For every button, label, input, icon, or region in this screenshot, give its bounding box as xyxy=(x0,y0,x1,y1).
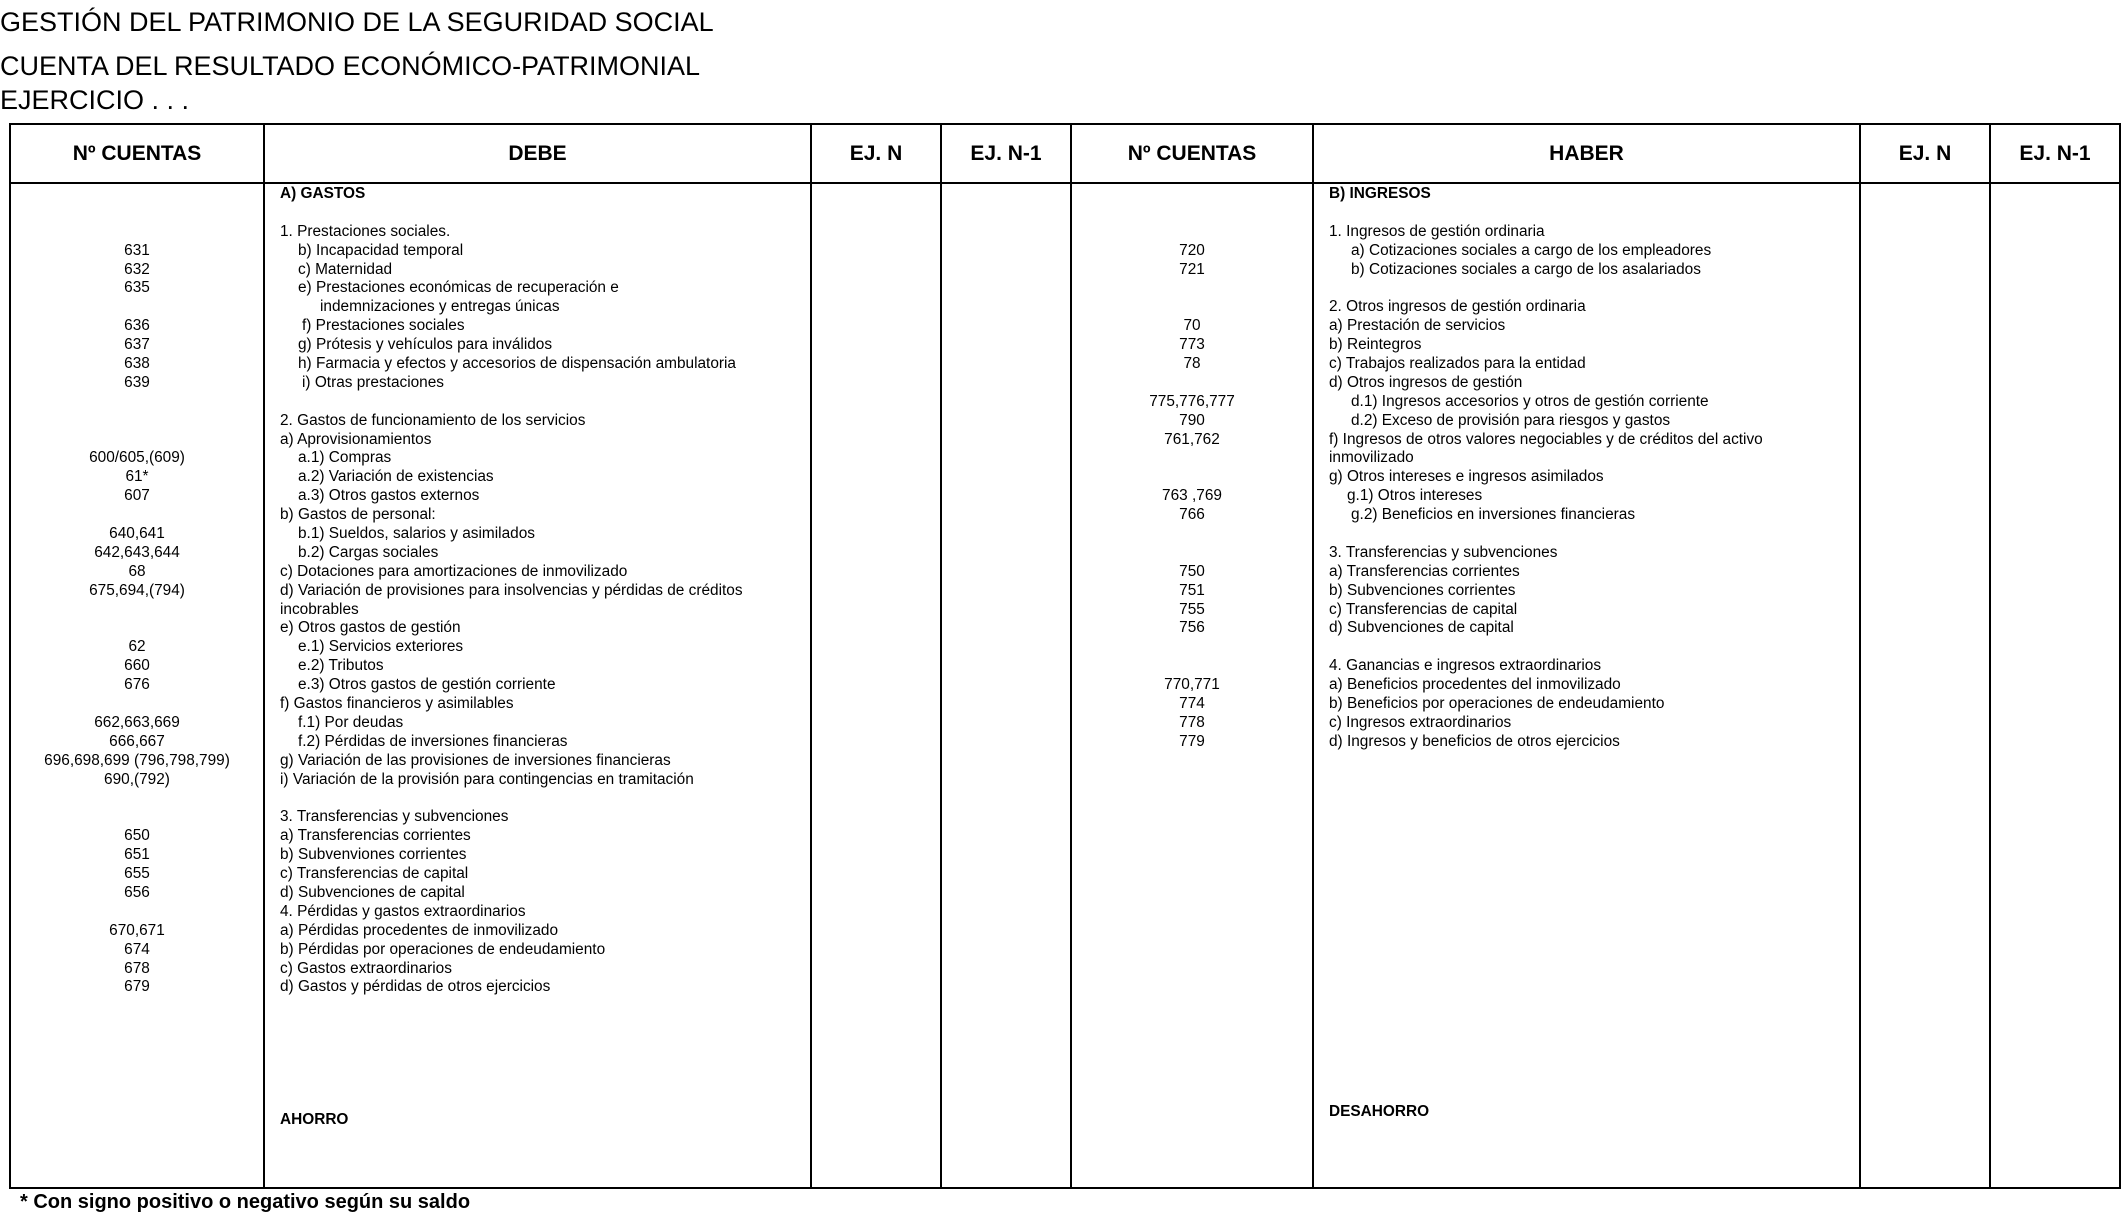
account-number: 650 xyxy=(124,827,150,845)
line-item xyxy=(280,1073,805,1092)
account-number: 690,(792) xyxy=(104,770,170,788)
account-number: 778 xyxy=(1179,713,1205,731)
line-item: b) Subvenciones corrientes xyxy=(1329,581,1516,599)
line-item: f) Ingresos de otros valores negociables y de créditos del activo xyxy=(1329,430,1763,448)
line-item: a) Pérdidas procedentes de inmovilizado xyxy=(280,921,559,939)
line-item: a.2) Variación de existencias xyxy=(298,468,494,486)
line-item: d.1) Ingresos accesorios y otros de gestión corriente xyxy=(1351,392,1709,410)
line-item xyxy=(1329,638,1854,657)
line-item: i) Variación de la provisión para contingencias en tramitación xyxy=(280,770,694,788)
line-item: c) Dotaciones para amortizaciones de inmovilizado xyxy=(280,562,628,580)
line-item: b) Reintegros xyxy=(1329,336,1422,354)
account-number: 637 xyxy=(124,336,150,354)
footnote: * Con signo positivo o negativo según su saldo xyxy=(20,1191,471,1213)
line-item: b) Cotizaciones sociales a cargo de los asalariados xyxy=(1351,260,1701,278)
line-item: b) Pérdidas por operaciones de endeudamiento xyxy=(280,940,606,958)
line-item: e) Prestaciones económicas de recuperación e xyxy=(298,279,619,297)
line-item: b) Subvenviones corrientes xyxy=(280,846,467,864)
account-number: 721 xyxy=(1179,260,1205,278)
line-item: g) Otros intereses e ingresos asimilados xyxy=(1329,468,1604,486)
line-item xyxy=(1329,204,1854,223)
column-divider xyxy=(1859,123,1861,1189)
account-number: 656 xyxy=(124,883,150,901)
account-number: 773 xyxy=(1179,336,1205,354)
line-item: d.2) Exceso de provisión para riesgos y gastos xyxy=(1351,411,1671,429)
line-item: a.1) Compras xyxy=(298,449,392,467)
line-item: 1. Prestaciones sociales. xyxy=(280,222,451,240)
line-item: d) Ingresos y beneficios de otros ejercicios xyxy=(1329,732,1620,750)
line-item: 3. Transferencias y subvenciones xyxy=(1329,543,1558,561)
line-item: e.2) Tributos xyxy=(298,657,384,675)
page-title: GESTIÓN DEL PATRIMONIO DE LA SEGURIDAD SOCIAL xyxy=(0,7,714,37)
line-item: 2. Otros ingresos de gestión ordinaria xyxy=(1329,298,1586,316)
account-number: 750 xyxy=(1179,562,1205,580)
line-item: d) Variación de provisiones para insolvencias y pérdidas de créditos xyxy=(280,581,743,599)
header-cuentas-debe: Nº CUENTAS xyxy=(72,141,202,165)
line-item xyxy=(280,790,805,809)
line-item xyxy=(280,1092,805,1111)
account-number: 638 xyxy=(124,355,150,373)
line-item: g.1) Otros intereses xyxy=(1347,487,1483,505)
account-number: 755 xyxy=(1179,600,1205,618)
account-number: 666,667 xyxy=(109,732,165,750)
line-item: g.2) Beneficios en inversiones financieras xyxy=(1351,506,1636,524)
account-number: 642,643,644 xyxy=(94,543,180,561)
line-item xyxy=(280,997,805,1016)
line-item: a) Beneficios procedentes del inmovilizado xyxy=(1329,676,1621,694)
line-item: incobrables xyxy=(280,600,359,618)
account-number xyxy=(11,1073,263,1092)
account-number xyxy=(11,997,263,1016)
haber-items-column xyxy=(1329,185,1854,752)
line-item xyxy=(280,1035,805,1054)
account-number: 68 xyxy=(128,562,146,580)
account-number xyxy=(1072,185,1312,204)
account-number xyxy=(11,601,263,620)
line-item: e.1) Servicios exteriores xyxy=(298,638,464,656)
line-item xyxy=(280,1016,805,1035)
account-number: 607 xyxy=(124,487,150,505)
line-item: i) Otras prestaciones xyxy=(302,373,444,391)
header-rule xyxy=(9,182,2121,184)
line-item: a) Transferencias corrientes xyxy=(1329,562,1520,580)
account-number xyxy=(11,695,263,714)
line-item: d) Subvenciones de capital xyxy=(280,883,465,901)
line-item xyxy=(1329,279,1854,298)
line-item: h) Farmacia y efectos y accesorios de dispensación ambulatoria xyxy=(298,355,736,373)
line-item: AHORRO xyxy=(280,1110,349,1128)
line-item: c) Transferencias de capital xyxy=(1329,600,1518,618)
line-item: a) Aprovisionamientos xyxy=(280,430,432,448)
account-number: 78 xyxy=(1183,355,1201,373)
account-number: 676 xyxy=(124,676,150,694)
line-item: e.3) Otros gastos de gestión corriente xyxy=(298,676,556,694)
line-item xyxy=(280,393,805,412)
account-number xyxy=(11,1092,263,1111)
account-number xyxy=(11,808,263,827)
account-number xyxy=(11,298,263,317)
line-item: b) Beneficios por operaciones de endeudamiento xyxy=(1329,695,1665,713)
account-number xyxy=(1072,468,1312,487)
account-number xyxy=(11,1035,263,1054)
header-haber: HABER xyxy=(1549,141,1624,165)
account-number xyxy=(1072,223,1312,242)
line-item: d) Otros ingresos de gestión xyxy=(1329,373,1523,391)
account-number xyxy=(11,223,263,242)
account-number xyxy=(1072,279,1312,298)
line-item: f) Gastos financieros y asimilables xyxy=(280,695,514,713)
account-number xyxy=(11,619,263,638)
account-number: 636 xyxy=(124,317,150,335)
account-number: 631 xyxy=(124,241,150,259)
column-divider xyxy=(263,123,265,1189)
account-number: 751 xyxy=(1179,581,1205,599)
account-number xyxy=(11,790,263,809)
debe-accounts-column xyxy=(11,185,263,1130)
account-number: 600/605,(609) xyxy=(89,449,185,467)
line-item: A) GASTOS xyxy=(280,185,366,202)
account-number: 675,694,(794) xyxy=(89,581,185,599)
account-number: 779 xyxy=(1179,732,1205,750)
page-subtitle: CUENTA DEL RESULTADO ECONÓMICO-PATRIMONIAL xyxy=(0,51,701,81)
column-divider xyxy=(1312,123,1314,1189)
line-item: 1. Ingresos de gestión ordinaria xyxy=(1329,222,1545,240)
line-item xyxy=(280,1054,805,1073)
line-item: b.2) Cargas sociales xyxy=(298,543,439,561)
line-item: c) Gastos extraordinarios xyxy=(280,959,452,977)
account-number xyxy=(11,204,263,223)
account-number xyxy=(11,185,263,204)
account-number: 790 xyxy=(1179,411,1205,429)
line-item: a) Cotizaciones sociales a cargo de los empleadores xyxy=(1351,241,1712,259)
account-number xyxy=(1072,544,1312,563)
column-divider xyxy=(1989,123,1991,1189)
account-number xyxy=(1072,657,1312,676)
account-number: 775,776,777 xyxy=(1149,392,1235,410)
line-item: d) Subvenciones de capital xyxy=(1329,619,1514,637)
account-number xyxy=(11,431,263,450)
account-number: 651 xyxy=(124,846,150,864)
line-item: inmovilizado xyxy=(1329,449,1414,467)
line-item: a) Prestación de servicios xyxy=(1329,317,1506,335)
account-number xyxy=(11,412,263,431)
account-number: 761,762 xyxy=(1164,430,1220,448)
account-number: 632 xyxy=(124,260,150,278)
header-ej-n1-haber: EJ. N-1 xyxy=(2019,141,2091,165)
account-number xyxy=(1072,525,1312,544)
account-number: 660 xyxy=(124,657,150,675)
desahorro-label: DESAHORRO xyxy=(1329,1103,1430,1120)
account-number: 62 xyxy=(128,638,146,656)
line-item: b) Gastos de personal: xyxy=(280,506,436,524)
line-item: f.1) Por deudas xyxy=(298,713,404,731)
account-number: 766 xyxy=(1179,506,1205,524)
account-number xyxy=(11,1016,263,1035)
header-ej-n-haber: EJ. N xyxy=(1898,141,1952,165)
account-number: 635 xyxy=(124,279,150,297)
line-item: 4. Ganancias e ingresos extraordinarios xyxy=(1329,657,1602,675)
account-number: 639 xyxy=(124,373,150,391)
line-item: c) Transferencias de capital xyxy=(280,865,469,883)
account-number: 720 xyxy=(1179,241,1205,259)
header-debe: DEBE xyxy=(508,141,567,165)
account-number: 770,771 xyxy=(1164,676,1220,694)
line-item: d) Gastos y pérdidas de otros ejercicios xyxy=(280,978,551,996)
account-number xyxy=(11,393,263,412)
line-item: f.2) Pérdidas de inversiones financieras xyxy=(298,732,568,750)
line-item: e) Otros gastos de gestión xyxy=(280,619,461,637)
line-item: a.3) Otros gastos externos xyxy=(298,487,480,505)
header-ej-n-debe: EJ. N xyxy=(849,141,903,165)
line-item xyxy=(1329,525,1854,544)
account-number xyxy=(1072,204,1312,223)
line-item: g) Variación de las provisiones de inversiones financieras xyxy=(280,751,671,769)
account-number: 696,698,699 (796,798,799) xyxy=(44,751,230,769)
account-number xyxy=(11,903,263,922)
line-item: 2. Gastos de funcionamiento de los servicios xyxy=(280,411,586,429)
account-number: 678 xyxy=(124,959,150,977)
line-item: B) INGRESOS xyxy=(1329,185,1431,202)
page-period: EJERCICIO . . . xyxy=(0,85,190,115)
line-item: a) Transferencias corrientes xyxy=(280,827,471,845)
line-item xyxy=(280,204,805,223)
account-number: 763 ,769 xyxy=(1162,487,1222,505)
account-number xyxy=(1072,638,1312,657)
account-number xyxy=(11,1111,263,1130)
column-divider xyxy=(940,123,942,1189)
account-number: 662,663,669 xyxy=(94,713,180,731)
account-number: 655 xyxy=(124,865,150,883)
account-number: 774 xyxy=(1179,695,1205,713)
line-item: g) Prótesis y vehículos para inválidos xyxy=(298,336,553,354)
account-number: 70 xyxy=(1183,317,1201,335)
header-cuentas-haber: Nº CUENTAS xyxy=(1127,141,1257,165)
debe-items-column xyxy=(280,185,805,1130)
line-item: b.1) Sueldos, salarios y asimilados xyxy=(298,525,535,543)
account-number xyxy=(11,1054,263,1073)
account-number xyxy=(1072,298,1312,317)
line-item: 4. Pérdidas y gastos extraordinarios xyxy=(280,902,526,920)
account-number xyxy=(11,506,263,525)
line-item: 3. Transferencias y subvenciones xyxy=(280,808,509,826)
account-number: 670,671 xyxy=(109,921,165,939)
line-item: f) Prestaciones sociales xyxy=(302,317,465,335)
account-number: 640,641 xyxy=(109,525,165,543)
account-number: 61* xyxy=(125,468,149,486)
line-item: c) Trabajos realizados para la entidad xyxy=(1329,355,1586,373)
account-number: 756 xyxy=(1179,619,1205,637)
line-item: b) Incapacidad temporal xyxy=(298,241,464,259)
account-number xyxy=(1072,449,1312,468)
account-number xyxy=(1072,374,1312,393)
haber-accounts-column xyxy=(1072,185,1312,752)
column-divider xyxy=(810,123,812,1189)
line-item: c) Maternidad xyxy=(298,260,393,278)
account-number: 674 xyxy=(124,940,150,958)
line-item: indemnizaciones y entregas únicas xyxy=(320,298,560,316)
line-item: c) Ingresos extraordinarios xyxy=(1329,713,1512,731)
header-ej-n1-debe: EJ. N-1 xyxy=(970,141,1042,165)
account-number: 679 xyxy=(124,978,150,996)
